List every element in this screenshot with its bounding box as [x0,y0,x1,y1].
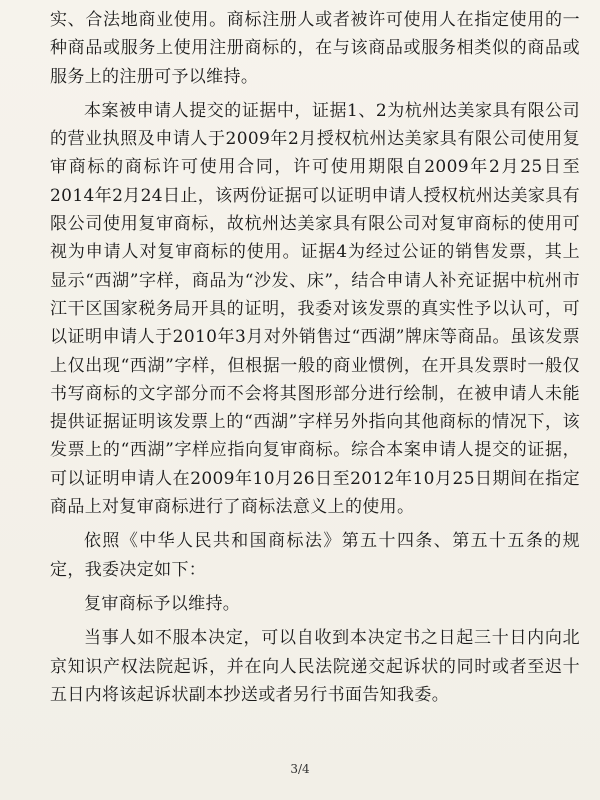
document-body [50,6,580,709]
paragraph-continuation: 实、合法地商业使用。商标注册人或者被许可使用人在指定使用的一种商品或服务上使用注册商标的，在与该商品或服务相类似的商品或服务上的注册可予以维持。 [50,10,580,87]
paragraph-appeal-notice: 当事人如不服本决定，可以自收到本决定书之日起三十日内向北京知识产权法院起诉，并在向人民法院递交起诉状的同时或者至迟十五日内将该起诉状副本抄送或者另行书面告知我委。 [50,628,580,705]
paragraph-evidence-analysis: 本案被申请人提交的证据中，证据1、2为杭州达美家具有限公司的营业执照及申请人于2009年2月授权杭州达美家具有限公司使用复审商标的商标许可使用合同，许可使用期限自2009年2月25日至2014年2月24日止，该两份证据可以证明申请人授权杭州达美家具有限公司使用复审商标，故杭州达美家具有限公司对复审商标的使用可视为申请人对复审商标的使用。证据4为经过公证的销售发票，其上显示“西湖”字样，商品为“沙发、床”，结合申请人补充证据中杭州市江干区国家税务局开具的证明，我委对该发票的真实性予以认可，可以证明申请人于2010年3月对外销售过“西湖”牌床等商品。虽该发票上仅出现“西湖”字样，但根据一般的商业惯例，在开具发票时一般仅书写商标的文字部分而不会将其图形部分进行绘制，在被申请人未能提供证据证明该发票上的“西湖”字样另外指向其他商标的情况下，该发票上的“西湖”字样应指向复审商标。综合本案申请人提交的证据，可以证明申请人在2009年10月26日至2012年10月25日期间在指定商品上对复审商标进行了商标法意义上的使用。 [50,100,580,518]
page-number: 3/4 [290,762,310,776]
paragraph-decision: 复审商标予以维持。 [84,593,241,614]
paragraph-legal-basis: 依照《中华人民共和国商标法》第五十四条、第五十五条的规定，我委决定如下： [50,531,580,580]
